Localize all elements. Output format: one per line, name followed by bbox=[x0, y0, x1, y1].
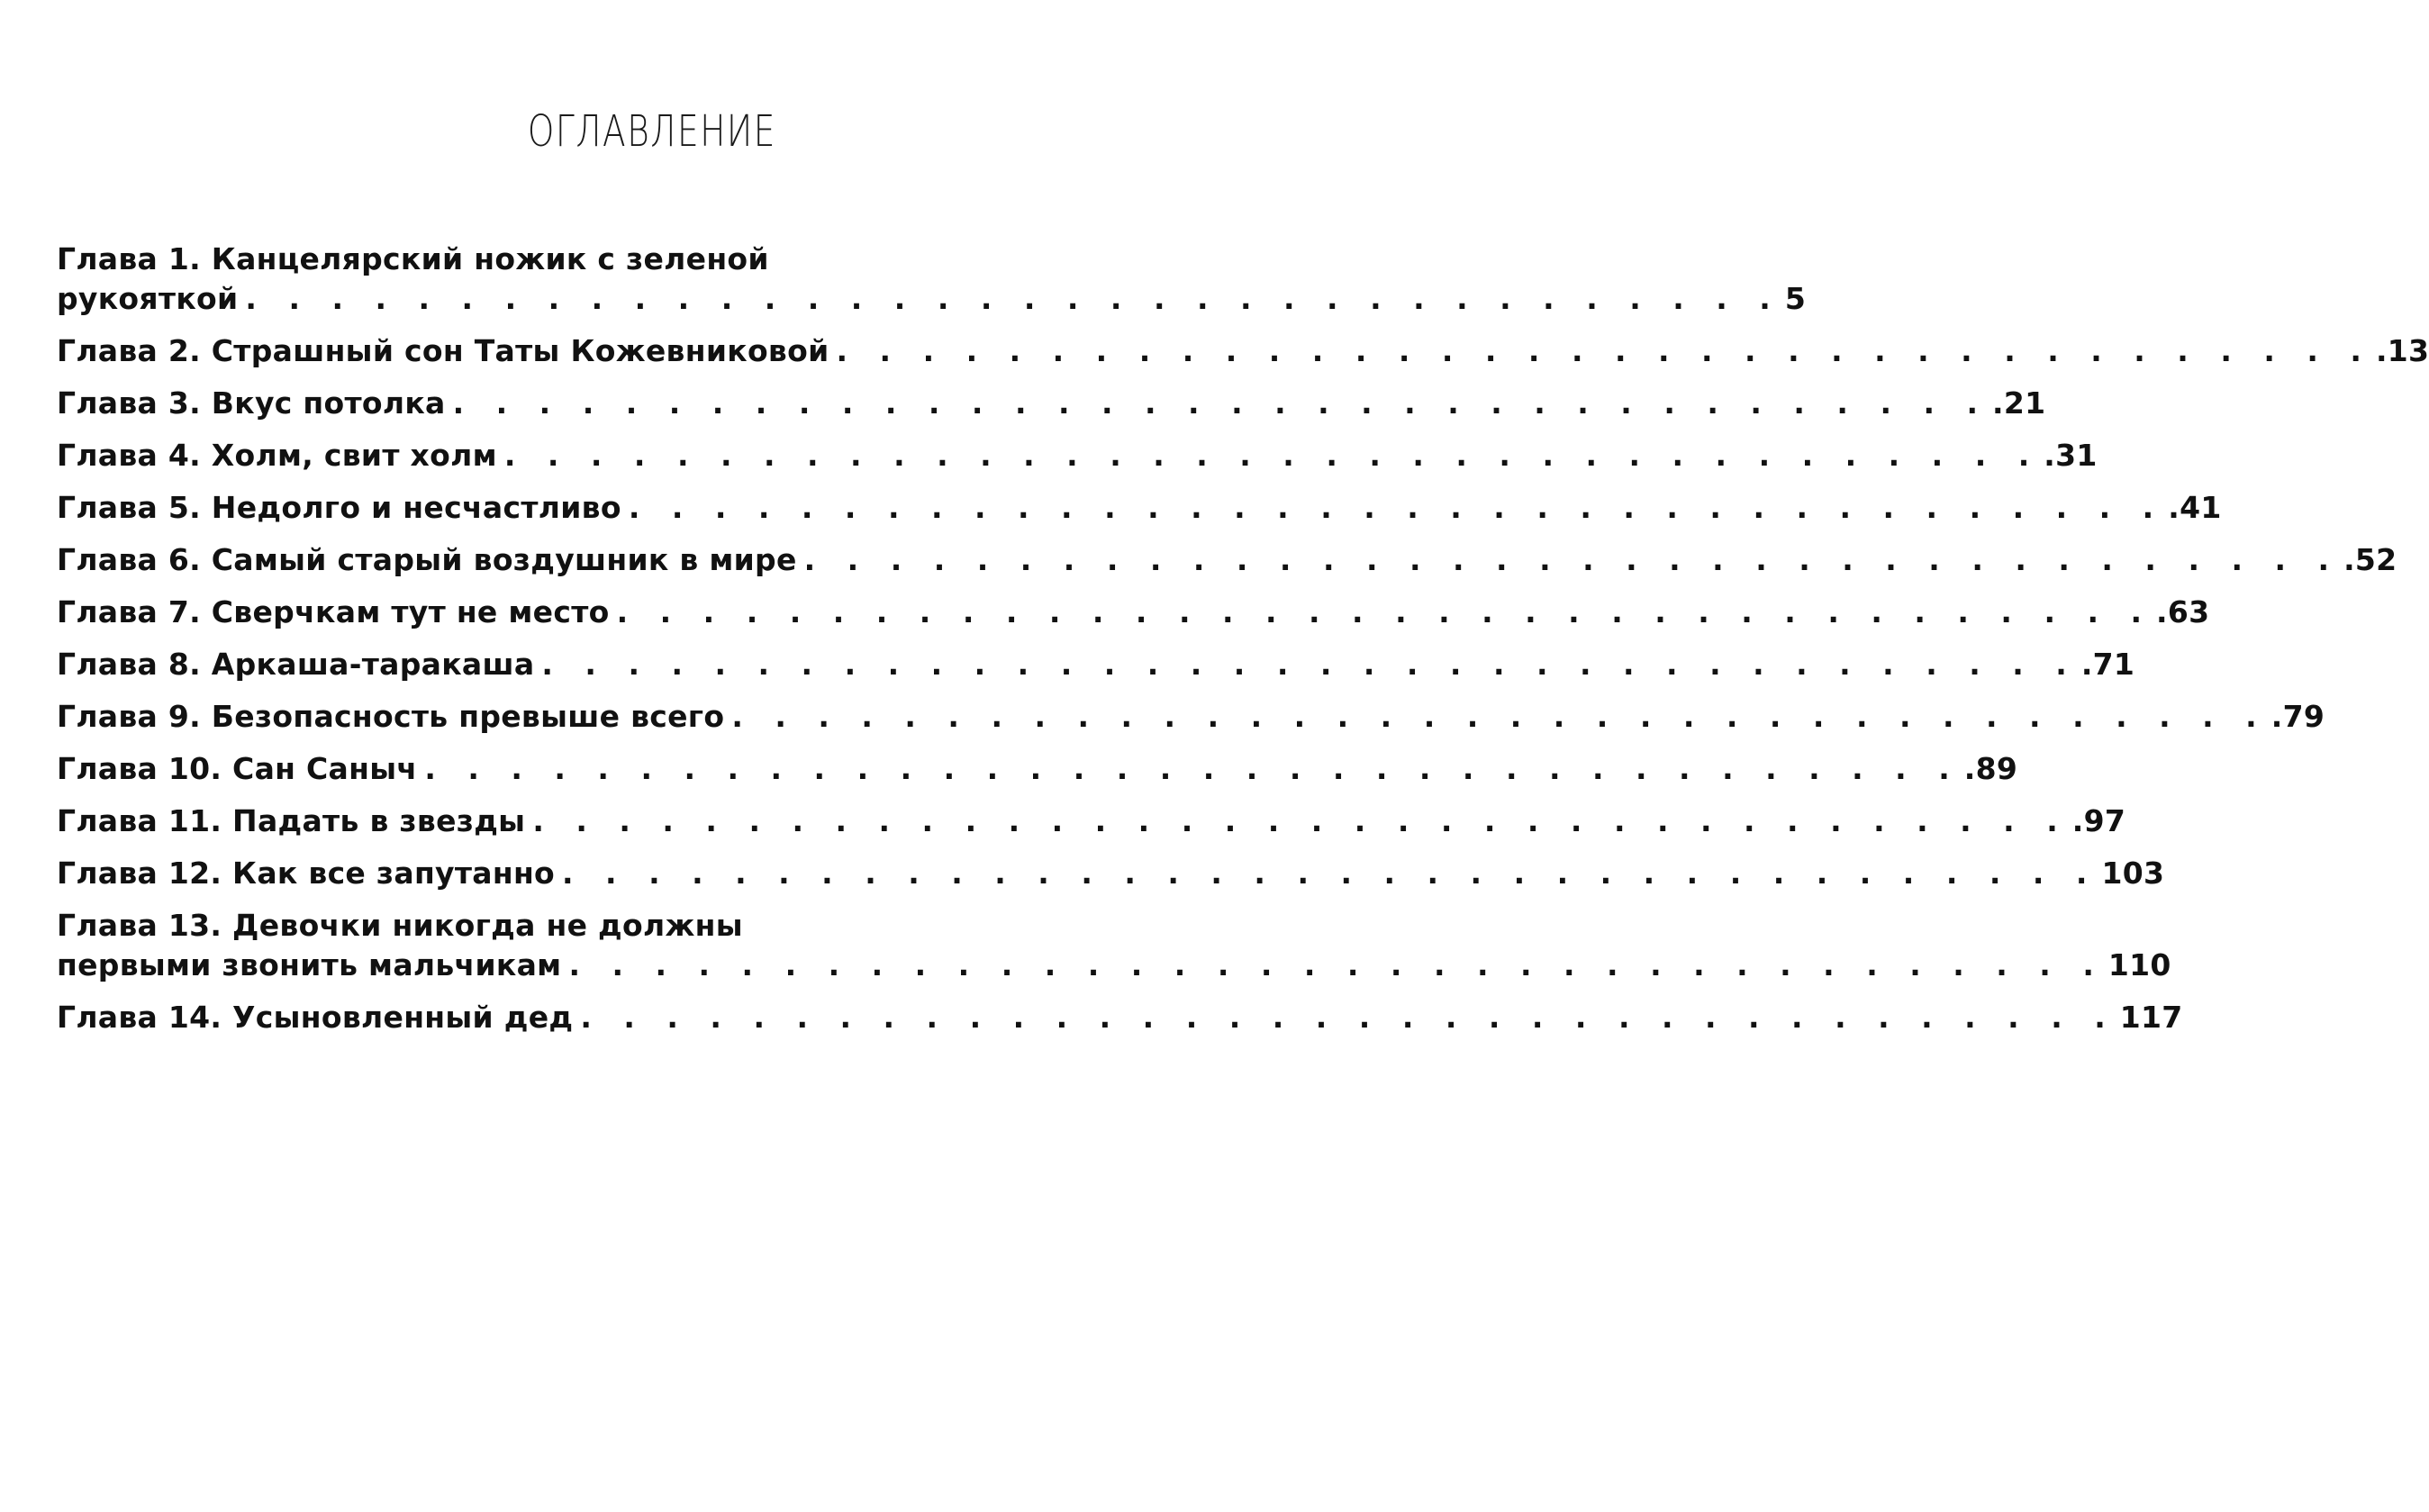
toc-entry-9[interactable] bbox=[57, 697, 2325, 737]
toc-entry-7[interactable] bbox=[57, 593, 2210, 632]
toc-entry-8[interactable] bbox=[57, 645, 2135, 684]
toc-page-number: .21 bbox=[1992, 385, 2046, 421]
toc-entry-row bbox=[57, 488, 2222, 528]
toc-entry-row bbox=[57, 946, 2171, 985]
toc-entry-row bbox=[57, 384, 2046, 423]
table-of-contents bbox=[57, 240, 2429, 1050]
toc-entry-12[interactable] bbox=[57, 854, 2165, 893]
toc-entry-title: Глава 8. Аркаша-таракаша bbox=[57, 647, 535, 682]
toc-page-number: 103 bbox=[2101, 856, 2165, 891]
toc-entry-row bbox=[57, 436, 2098, 475]
dot-leader: . . . . . . . . . . . . . . . . . . . . . . . . . . . . . . . . . . . . bbox=[836, 333, 2372, 368]
toc-entry-title: Глава 10. Сан Саныч bbox=[57, 751, 418, 786]
toc-page-number: .71 bbox=[2080, 647, 2135, 682]
toc-entry-title: Глава 12. Как все запутанно bbox=[57, 856, 556, 891]
toc-entry-11[interactable] bbox=[57, 801, 2126, 841]
toc-page-number: 117 bbox=[2119, 1000, 2183, 1035]
toc-page-number: .63 bbox=[2156, 594, 2210, 629]
dot-leader: . . . . . . . . . . . . . . . . . . . . . . . . . . . . . . . . . . . . bbox=[503, 438, 2041, 473]
toc-entry-title: Глава 4. Холм, свит холм bbox=[57, 438, 497, 473]
toc-entry-row bbox=[57, 697, 2325, 737]
toc-entry-5[interactable] bbox=[57, 488, 2222, 528]
toc-entry-13[interactable] bbox=[57, 906, 2171, 985]
toc-entry-row bbox=[57, 998, 2183, 1037]
toc-page-number: 5 bbox=[1784, 281, 1807, 316]
toc-page-number: .52 bbox=[2343, 542, 2397, 577]
toc-page-number: .79 bbox=[2270, 699, 2325, 734]
dot-leader: . . . . . . . . . . . . . . . . . . . . . . . . . . . . . . . . . . . . bbox=[616, 594, 2153, 629]
toc-entry-row bbox=[57, 854, 2165, 893]
dot-leader: . . . . . . . . . . . . . . . . . . . . . . . . . . . . . . . . . . . . bbox=[568, 947, 2105, 982]
toc-entry-10[interactable] bbox=[57, 749, 2018, 789]
toc-entry-row bbox=[57, 279, 1807, 319]
toc-entry-title: Глава 11. Падать в звезды bbox=[57, 803, 526, 838]
toc-entry-title: Глава 6. Самый старый воздушник в мире bbox=[57, 542, 797, 577]
toc-page-number: .89 bbox=[1963, 751, 2018, 786]
toc-page-number: .41 bbox=[2168, 490, 2222, 525]
toc-entry-row bbox=[57, 593, 2210, 632]
page-title: ОГЛАВЛЕНИЕ bbox=[527, 106, 776, 157]
dot-leader: . . . . . . . . . . . . . . . . . . . . . . . . . . . . . . . . . . . . bbox=[532, 803, 2069, 838]
toc-entry-3[interactable] bbox=[57, 384, 2046, 423]
dot-leader: . . . . . . . . . . . . . . . . . . . . . . . . . . . . . . . . . . . . bbox=[731, 699, 2268, 734]
toc-entry-row bbox=[57, 331, 2429, 371]
toc-page-number: .31 bbox=[2044, 438, 2098, 473]
toc-entry-title: Глава 14. Усыновленный дед bbox=[57, 1000, 574, 1035]
toc-entry-title: первыми звонить мальчикам bbox=[57, 947, 562, 982]
dot-leader: . . . . . . . . . . . . . . . . . . . . . . . . . . . . . . . . . . . . bbox=[541, 647, 2078, 682]
dot-leader: . . . . . . . . . . . . . . . . . . . . . . . . . . . . . . . . . . . . bbox=[562, 856, 2098, 891]
dot-leader: . . . . . . . . . . . . . . . . . . . . . . . . . . . . . . . . . . . . bbox=[452, 385, 1989, 421]
toc-page-number: 110 bbox=[2107, 947, 2171, 982]
toc-entry-2[interactable] bbox=[57, 331, 2429, 371]
toc-page-number: .13 bbox=[2375, 333, 2429, 368]
toc-entry-title: Глава 2. Страшный сон Таты Кожевниковой bbox=[57, 333, 829, 368]
toc-entry-6[interactable] bbox=[57, 540, 2397, 580]
toc-entry-row bbox=[57, 645, 2135, 684]
toc-entry-row bbox=[57, 540, 2397, 580]
toc-entry-title-line: Глава 1. Канцелярский ножик с зеленой bbox=[57, 241, 769, 276]
dot-leader: . . . . . . . . . . . . . . . . . . . . . . . . . . . . . . . . . . . . bbox=[424, 751, 1961, 786]
toc-entry-row bbox=[57, 749, 2018, 789]
toc-entry-1[interactable] bbox=[57, 240, 1807, 319]
toc-entry-14[interactable] bbox=[57, 998, 2183, 1037]
toc-entry-title: рукояткой bbox=[57, 281, 239, 316]
dot-leader: . . . . . . . . . . . . . . . . . . . . . . . . . . . . . . . . . . . . bbox=[803, 542, 2341, 577]
toc-page-number: .97 bbox=[2071, 803, 2126, 838]
dot-leader: . . . . . . . . . . . . . . . . . . . . . . . . . . . . . . . . . . . . bbox=[580, 1000, 2116, 1035]
toc-entry-title-line: Глава 13. Девочки никогда не должны bbox=[57, 908, 743, 943]
toc-entry-title: Глава 5. Недолго и несчастливо bbox=[57, 490, 621, 525]
dot-leader: . . . . . . . . . . . . . . . . . . . . . . . . . . . . . . . . . . . . bbox=[245, 281, 1781, 316]
toc-entry-title: Глава 3. Вкус потолка bbox=[57, 385, 446, 421]
toc-entry-title: Глава 7. Сверчкам тут не место bbox=[57, 594, 610, 629]
toc-entry-row bbox=[57, 801, 2126, 841]
toc-entry-4[interactable] bbox=[57, 436, 2098, 475]
toc-entry-title: Глава 9. Безопасность превыше всего bbox=[57, 699, 725, 734]
dot-leader: . . . . . . . . . . . . . . . . . . . . . . . . . . . . . . . . . . . . bbox=[628, 490, 2165, 525]
